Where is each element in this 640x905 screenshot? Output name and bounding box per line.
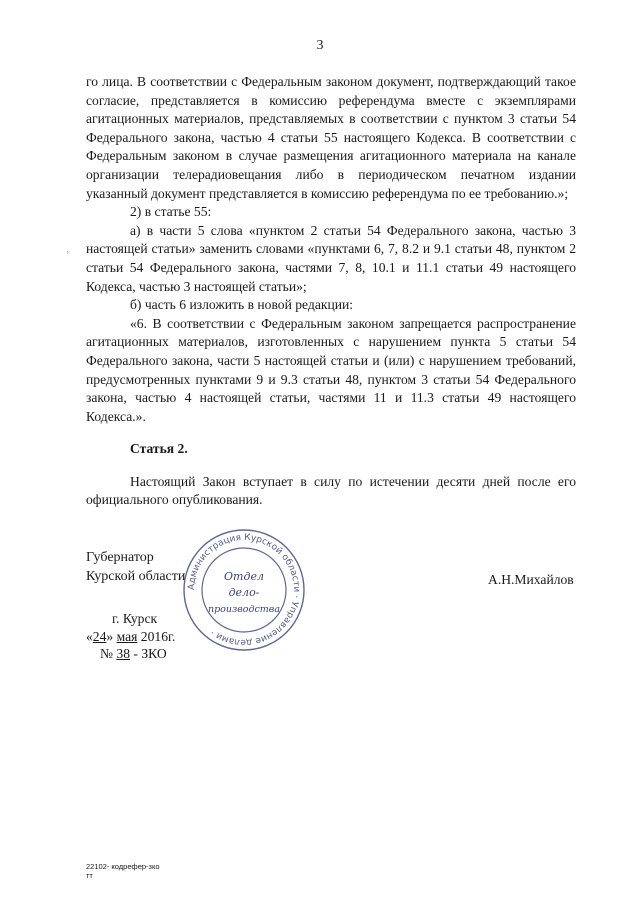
seal-ring-text: Администрация Курской области · Управление делами · [186,532,302,648]
seal-center-line2: дело- [228,586,260,599]
signatory-title-line2: Курской области [86,569,186,584]
article-2-heading: Статья 2. [130,441,188,457]
paragraph-item-b: б) часть 6 изложить в новой редакции: [130,297,354,313]
paragraph-entry-into-force: Настоящий Закон вступает в силу по истечении десяти дней после его официального опубликования. [86,473,576,508]
paragraph-continuation: го лица. В соответствии с Федеральным законом документ, подтверждающий такое согласие, представляется в комиссию референдума вместе с экземплярами агитационных материалов, представляемых в соответствии с пунктом 3 статьи 54 Федерального закона, частью 4 статьи 55 настоящего Кодекса. В соответствии с Федеральным законом в случае размещения агитационного материала на канале организации телерадиовещания либо в периодическом печатном издании указанный документ представляется в комиссию референдума по ее требованию.»; [86,74,576,201]
signatory-title-line1: Губернатор [86,550,154,565]
footer-code [86,862,160,880]
seal-center-line3: производства [207,604,281,615]
footer-line1: 22102- кодрефер-зко [86,862,160,871]
margin-mark: ʼ [66,250,70,261]
paragraph-item-2: 2) в статье 55: [130,204,212,220]
footer-line2: тт [86,871,93,880]
seal-stamp-graphic [180,526,308,654]
date-line: «24» мая 2016г. [86,629,176,644]
paragraph-part-6: «6. В соответствии с Федеральным законом запрещается распространение агитационных материалов, изготовленных с нарушением пункта 5 статьи 54 Федерального закона, части 5 настоящей статьи и (или) с нарушением требований, предусмотренных пунктами 9 и 9.3 статьи 48, пунктом 3 статьи 54 Федерального закона, частью 4 настоящей статьи, частями 11 и 11.3 статьи 49 настоящего Кодекса.». [86,315,576,424]
number-suffix: - ЗКО [133,646,167,661]
law-number [100,646,167,662]
date-day: 24 [92,629,107,644]
body-text [86,73,576,510]
signatory-title [86,548,185,586]
date-year: 2016г. [140,629,176,644]
number-prefix: № [100,646,113,661]
number-value: 38 [116,646,130,661]
seal-stamp [180,526,308,654]
date-month: мая [116,629,138,644]
city: г. Курск [112,611,158,626]
signatory-name: А.Н.Михайлов [488,572,574,587]
page-number: 3 [316,38,324,53]
seal-center-line1: Отдел [224,570,264,583]
paragraph-item-a: а) в части 5 слова «пунктом 2 статьи 54 Федерального закона, частью 3 настоящей статьи» заменить словами «пунктами 6, 7, 8.2 и 9.1 статьи 48, пунктом 2 статьи 54 Федерального закона, частями 7, 8, 10.1 и 11.1 статьи 49 настоящего Кодекса, частью 3 настоящей статьи»; [86,222,576,294]
